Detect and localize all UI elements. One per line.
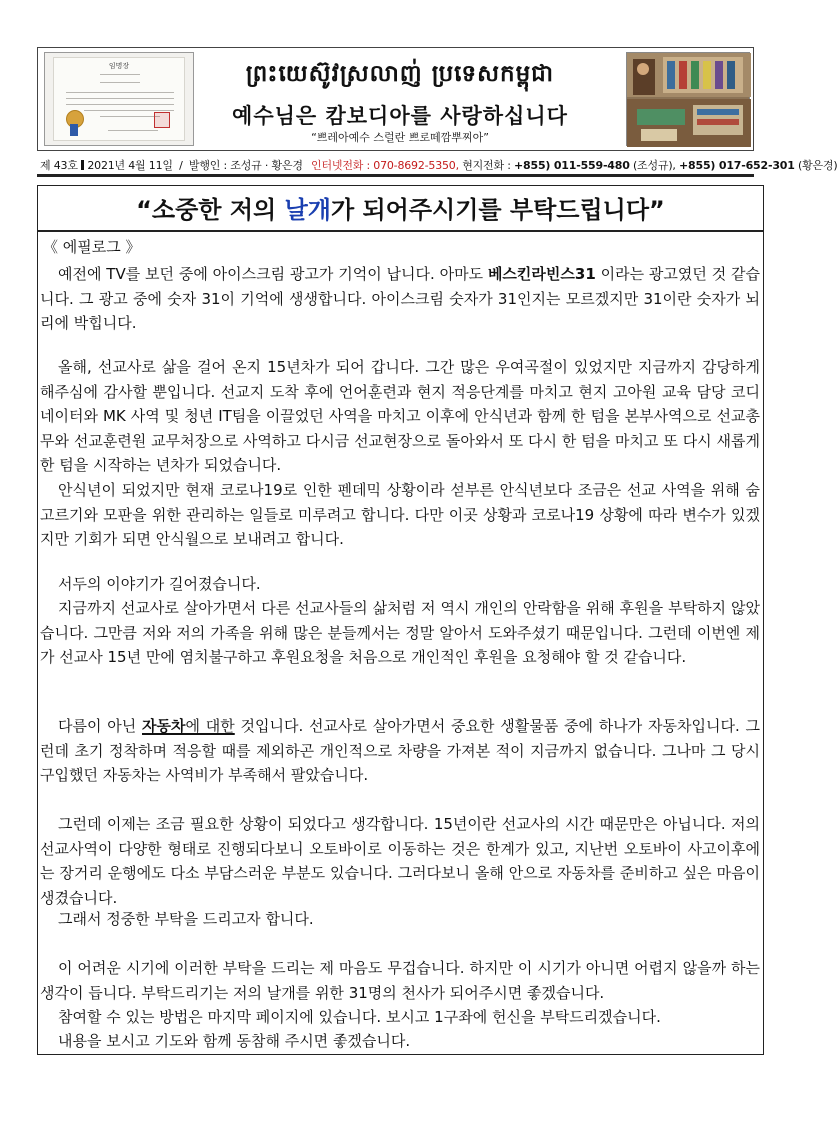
headline-highlight: 날개 (284, 196, 331, 224)
paragraph-text: 것입니다. 선교사로 살아가면서 중요한 생활물품 중에 하나가 자동차입니다. 그런데 초기 정착하며 적응할 때를 제외하곤 개인적으로 차량을 가져본 적이 지금까지 없습니다. 그나마 그 당시 구입했던 자동차는 사역비가 부족해서 팔았습니다. (40, 717, 760, 784)
local-phone-name-2: (황은경) (797, 159, 837, 172)
headline-post: 가 되어주시기를 부탁드립니다” (330, 196, 665, 224)
khmer-title: ព្រះយេស៊ូវស្រលាញ់ ប្រទេសកម្ពុជា (245, 60, 555, 87)
divider-rule (37, 174, 754, 177)
issue-date: 2021년 4월 11일 (87, 159, 173, 172)
certificate-line (66, 104, 174, 105)
photo-mat (641, 129, 677, 141)
certificate-line (108, 130, 158, 131)
paragraph-5: 지금까지 선교사로 살아가면서 다른 선교사들의 삶처럼 저 역시 개인의 안락함을 위해 후원을 부탁하지 않았습니다. 그만큼 저와 저의 가족을 위해 많은 분들께서는 정말 알아서 도와주셨기 때문입니다. 그런데 이번엔 제가 선교사 15년 만에 염치불구하고 후원요청을 처음으로 개인적인 후원을 요청해야 할 것 같습니다. (40, 599, 760, 666)
korean-title: 예수님은 캄보디아를 사랑하십니다 (232, 104, 568, 128)
certificate-image (44, 52, 194, 146)
paragraph-text: 예전에 TV를 보던 중에 아이스크림 광고가 기억이 납니다. 아마도 (58, 265, 488, 283)
local-phone-number-1: +855) 011-559-480 (514, 159, 630, 172)
separator: / (179, 159, 183, 172)
article-headline (37, 190, 764, 225)
internet-phone-number: 070-8692-5350, (373, 159, 459, 172)
paragraph-6 (40, 714, 760, 788)
certificate-title: 임명장 (108, 62, 130, 70)
paragraph-3: 안식년이 되었지만 현재 코로나19로 인한 펜데믹 상황이라 섣부른 안식년보다 조금은 선교 사역을 위해 숨고르기와 모판을 위한 관리하는 일들로 미루려고 합니다. 다만 이곳 상황과 코로나19 상황에 따라 변수가 있겠지만 기회가 되면 안식월으로 보내려고 합니다. (40, 481, 760, 548)
issue-info-line (40, 157, 837, 173)
section-title: 《 에필로그 》 (43, 238, 141, 256)
headline-pre: “소중한 저의 (136, 196, 285, 224)
issue-divider (81, 160, 84, 170)
issue-number: 제 43호 (40, 159, 78, 172)
photo-book (727, 61, 735, 89)
paragraph-7: 그런데 이제는 조금 필요한 상황이 되었다고 생각합니다. 15년이란 선교사의 시간 때문만은 아닙니다. 저의 선교사역이 다양한 형태로 진행되다보니 오토바이로 이동하는 것은 한계가 있고, 지난번 오토바이 사고이후에는 장거리 운행에도 다소 부담스러운 부분도 있습니다. 그러다보니 올해 안으로 자동차를 준비하고 싶은 마음이 생겼습니다. (40, 815, 760, 907)
photo-book (715, 61, 723, 89)
local-phone-label: 현지전화 : (462, 159, 511, 172)
paragraph-10: 참여할 수 있는 방법은 마지막 페이지에 있습니다. 보시고 1구좌에 헌신을 부탁드리겠습니다. (58, 1008, 661, 1026)
underlined-text: 에 대한 (185, 717, 235, 735)
certificate-frame (53, 57, 185, 141)
certificate-line (66, 92, 174, 93)
certificate-line (100, 82, 140, 83)
photo-book (691, 61, 699, 89)
photo-table (637, 109, 685, 125)
local-phone-number-2: +855) 017-652-301 (679, 159, 795, 172)
red-stamp-icon (154, 112, 170, 128)
photo-book (679, 61, 687, 89)
headline-rule (37, 230, 764, 232)
photo-books-row (697, 119, 739, 125)
brand-name: 베스킨라빈스31 (487, 265, 596, 283)
photo-books-row (697, 109, 739, 115)
paragraph-text: 이라는 광고였던 것 같습니다. 그 광고 중에 숫자 31이 기억에 생생합니다. 아이스크림 숫자가 31인지는 모르겠지만 31이란 숫자가 뇌리에 박힙니다. (40, 265, 760, 332)
paragraph-2: 올해, 선교사로 삶을 걸어 온지 15년차가 되어 갑니다. 그간 많은 우여곡절이 있었지만 지금까지 감당하게 해주심에 감사할 뿐입니다. 선교지 도착 후에 언어훈련과 현지 적응단계를 마치고 현지 고아원 교육 담당 코디네이터와 MK 사역 및 청년 IT팀을 이끌었던 사역을 마치고 이후에 안식년과 함께 한 텀을 본부사역으로 선교총무와 선교훈련원 교무처장으로 사역하고 다시금 선교현장으로 돌아와서 또 다시 한 텀을 마치고 또 다시 새롭게 한 텀을 시작하는 년차가 되었습니다. (40, 358, 760, 474)
paragraph-4: 서두의 이야기가 길어졌습니다. (58, 575, 261, 593)
subtitle: “쁘레아예수 스럴란 쁘로떼깜뿌찌아” (311, 131, 489, 144)
certificate-line (84, 110, 174, 111)
paragraph-1 (40, 262, 760, 336)
car-keyword: 자동차 (142, 717, 186, 735)
certificate-line (100, 116, 160, 117)
photo-face (637, 63, 649, 75)
paragraph-9: 이 어려운 시기에 이러한 부탁을 드리는 제 마음도 무겁습니다. 하지만 이 시기가 아니면 어렵지 않을까 하는 생각이 듭니다. 부탁드리기는 저의 날개를 위한 31명의 천사가 되어주시면 좋겠습니다. (40, 959, 760, 1002)
paragraph-11: 내용을 보시고 기도와 함께 동참해 주시면 좋겠습니다. (58, 1032, 411, 1050)
local-phone-name-1: (조성규), (632, 159, 676, 172)
certificate-line (100, 74, 140, 75)
publisher: 발행인 : 조성규 · 황은경 (188, 159, 303, 172)
paragraph-8: 그래서 정중한 부탁을 드리고자 합니다. (58, 910, 314, 928)
library-photo (626, 52, 750, 146)
photo-book (667, 61, 675, 89)
ribbon-icon (70, 124, 78, 136)
paragraph-text: 다름이 아닌 (58, 717, 143, 735)
certificate-line (66, 98, 174, 99)
internet-phone-label: 인터넷전화 : (311, 159, 370, 172)
photo-book (703, 61, 711, 89)
